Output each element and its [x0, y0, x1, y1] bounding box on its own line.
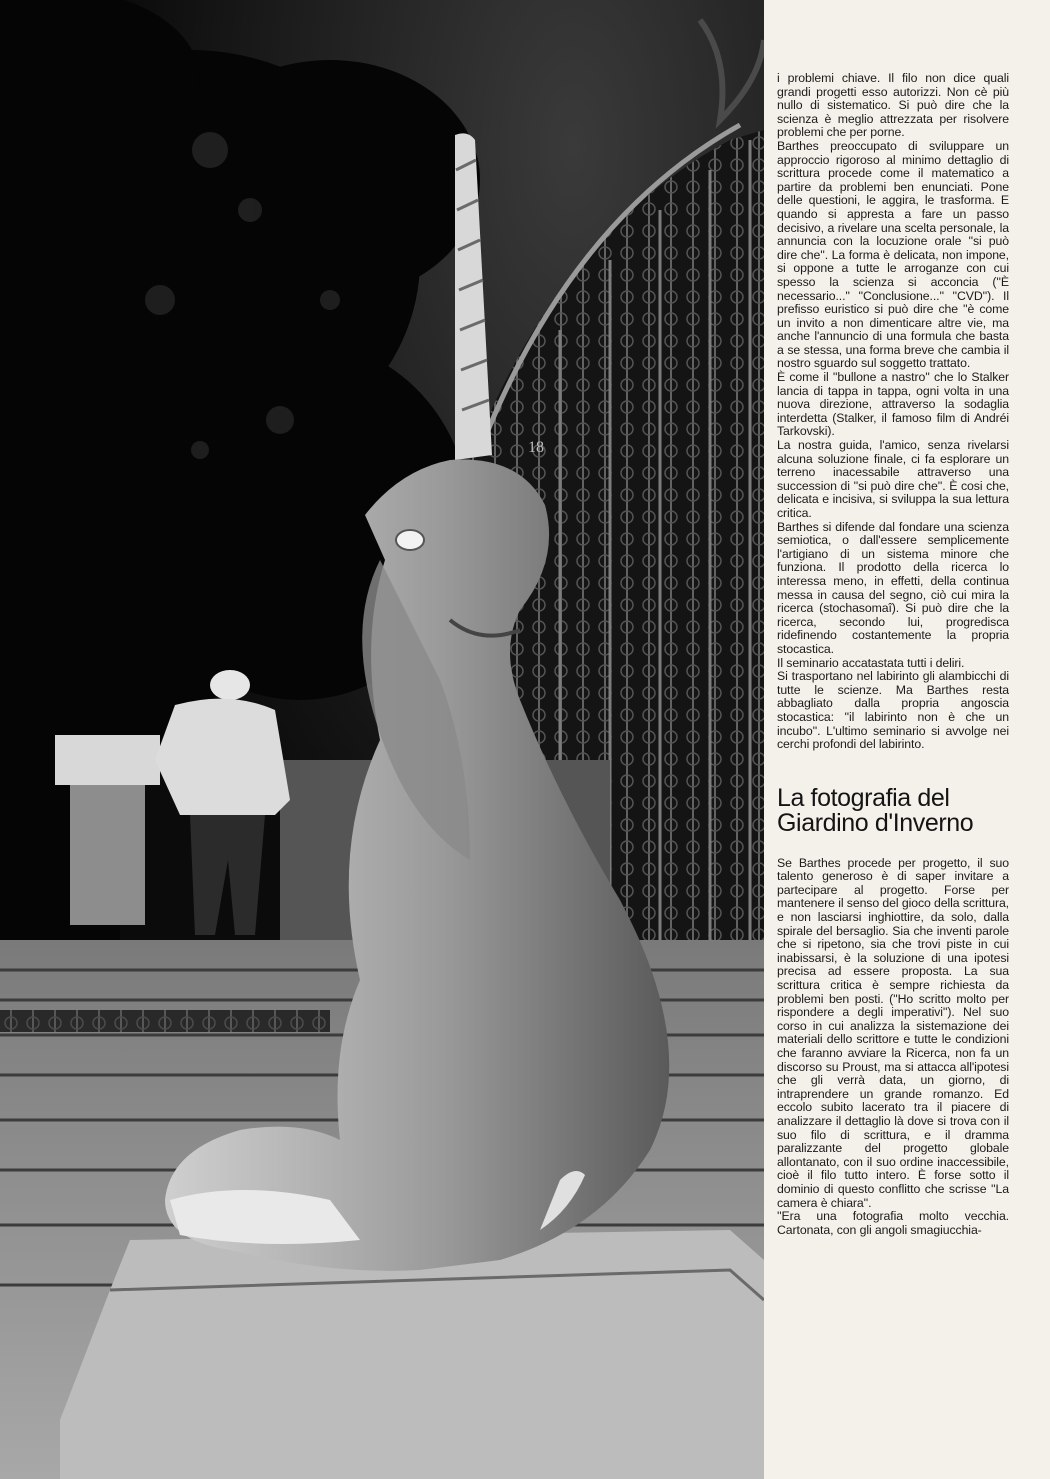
article-paragraph: È come il ''bullone a nastro'' che lo Stalker lancia di tappa in tappa, ogni volta in una nuova direzione, attraverso la sodaglia interdetta (Stalker, il famoso film di Andréi Tarkovski).: [777, 370, 1009, 439]
article-paragraph: Il seminario accatastata tutti i deliri.: [777, 655, 965, 670]
gate-number: 18: [528, 439, 544, 456]
article-paragraph: ''Era una fotografia molto vecchia. Cartonata, con gli angoli smagiucchia-: [777, 1209, 1009, 1237]
article-paragraph: Barthes preoccupato di sviluppare un approccio rigoroso al minimo dettaglio di scrittura procede come il matematico a partire da problemi ben enunciati. Pone delle questioni, le aggira, le trasforma. E quando si appresta a fare un passo decisivo, a rivelare una scelta personale, la annuncia con la locuzione orale ''si può dire che''. La forma è delicata, non impone, si oppone a tutte le arroganze con cui spesso la scienza si acconcia (''È necessario...'' ''Conclusione...'' ''CVD''). Il prefisso euristico si può dire che ''è come un invito a non dimenticare altre vie, ma anche l'annuncio di una formula che basta a se stessa, una forma breve che cambia il nostro sguardo sul soggetto trattato.: [777, 138, 1009, 371]
article-text-column: [777, 72, 1009, 1237]
section-heading: La fotografia del Giardino d'Inverno: [777, 783, 974, 838]
article-paragraph: La nostra guida, l'amico, senza rivelarsi alcuna soluzione finale, ci fa esplorare un terreno inacessabile attraverso una succession di ''si può dire che''. È cosi che, delicata e incisiva, si sviluppa la sua lettura critica.: [777, 438, 1009, 520]
article-paragraph: Se Barthes procede per progetto, il suo talento generoso è di saper invitare a partecipare al progetto. Forse per mantenere il senso del gioco della scrittura, e non lasciarsi inghiottire, da solo, dalla spirale del bersaglio. Sia che inventi parole che si ripetono, sia che trovi piste in cui inabissarsi, è la soluzione di una ipotesi precisa ad essere proposta. La sua scrittura critica è sempre richiesta da problemi ben posti. (''Ho scritto molto per rispondere a degli imperativi''). Nel suo corso in cui analizza la sistemazione dei materiali dello scrittore e tutte le condizioni che faranno avviare la Ricerca, non fa un discorso su Proust, ma si attacca all'ipotesi che gli verrà data, un giorno, di intraprendere un grande romanzo. Ed eccolo subito lacerato tra il piacere di analizzare il dettaglio là dove si trova con il suo filo di scrittura, e il dramma paralizzante del progetto globale allontanato, con il suo ordine inaccessibile, cioè il filo tutto intero. È forse sotto il dominio di questo conflitto che scrisse ''La camera è chiara''.: [777, 855, 1009, 1210]
article-paragraph: Si trasportano nel labirinto gli alambicchi di tutte le scienze. Ma Barthes resta abbagliato dalla propria angoscia stocastica: ''il labirinto non è che un incubo''. L'ultimo seminario si avvolge nei cerchi profondi del labirinto.: [777, 669, 1009, 752]
article-paragraph: Barthes si difende dal fondare una scienza semiotica, o dall'essere semplicemente l'artigiano di un sistema minore che funziona. Il prodotto della ricerca lo interessa meno, in effetti, della continua messa in causa del segno, ciò cui mira la ricerca (stochasomaî). Si può dire che la ricerca, secondo lui, progredisca ridefinendo costantemente la propria stocastica.: [777, 519, 1009, 656]
stone-pillar: [55, 735, 160, 785]
article-paragraph: i problemi chiave. Il filo non dice quali grandi progetti esso autorizzi. Non cè più nullo di sistematico. Si può dire che la scienza è meglio attrezzata per risolvere problemi che per porne.: [777, 71, 1009, 140]
